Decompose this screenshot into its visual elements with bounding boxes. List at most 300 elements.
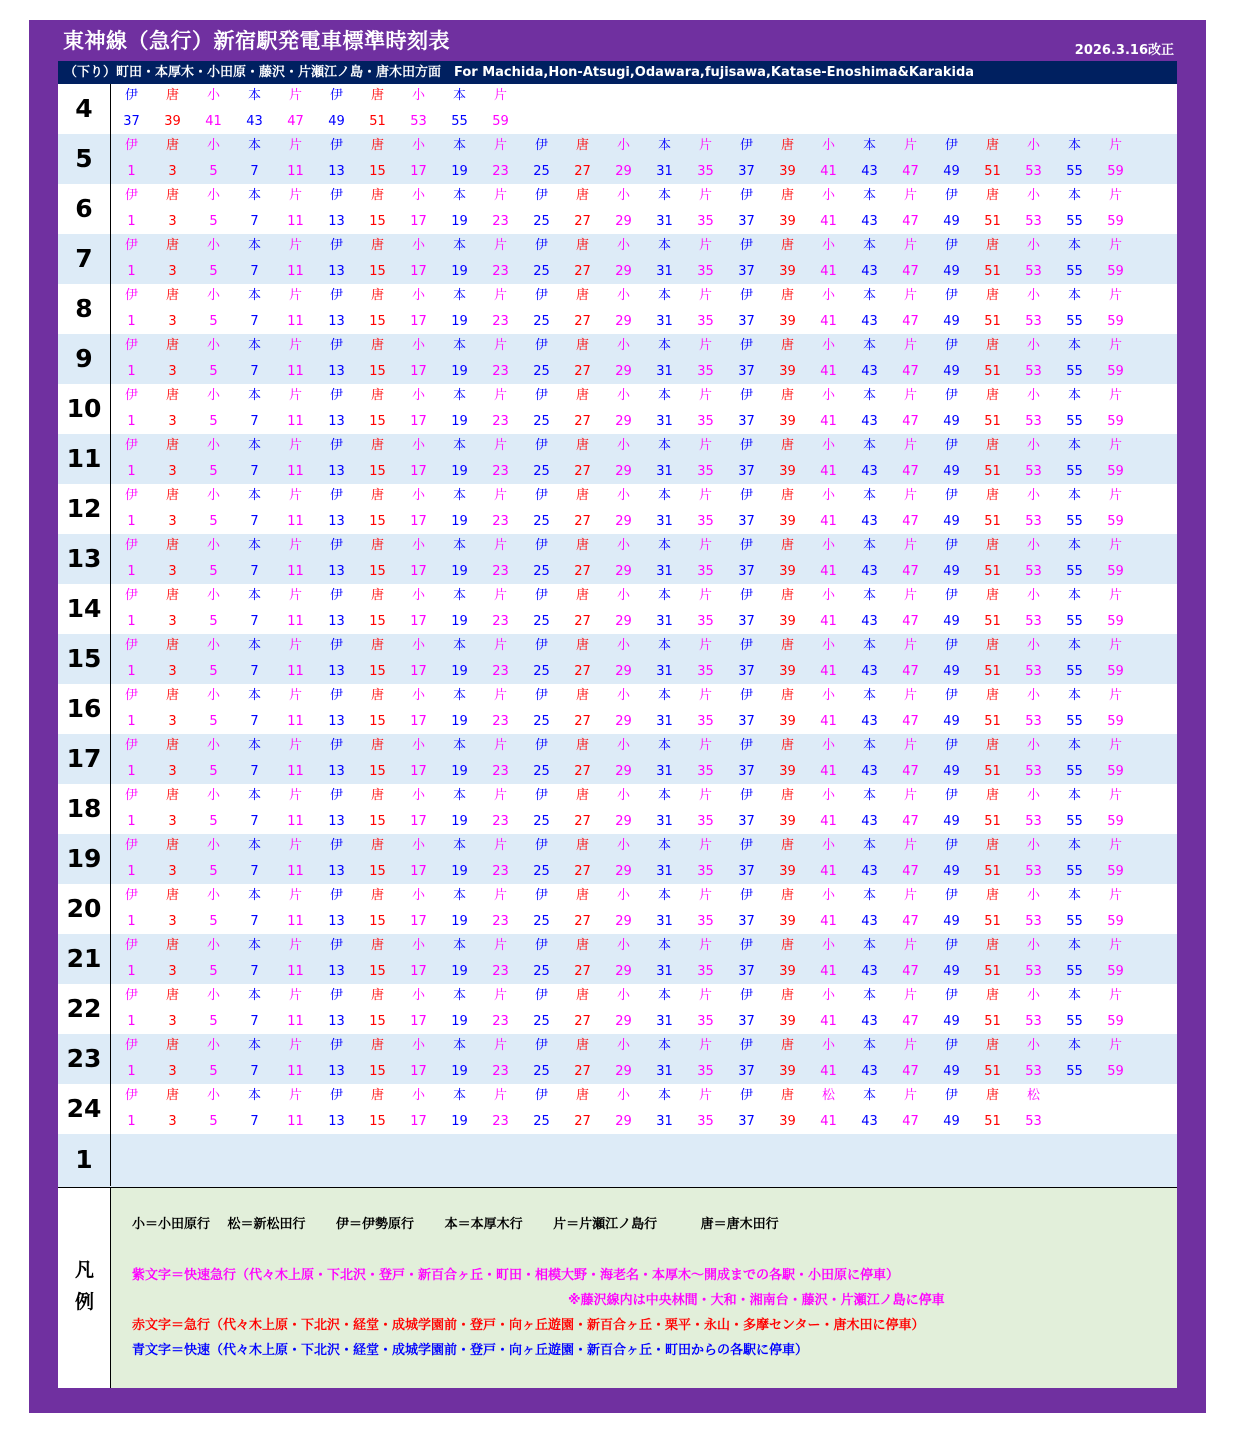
- departure-minute: 3: [168, 364, 177, 379]
- departure-minute: 37: [738, 964, 755, 979]
- departure-minute: 41: [820, 1064, 837, 1079]
- departure-minute: 15: [369, 464, 386, 479]
- departure-minute: 41: [820, 364, 837, 379]
- train-destination: 伊: [944, 188, 958, 203]
- train-destination: 本: [452, 738, 466, 753]
- departure-minute: 13: [328, 564, 345, 579]
- train-destination: 伊: [329, 638, 343, 653]
- train-destination: 本: [1067, 638, 1081, 653]
- hour-row: [58, 884, 1177, 934]
- departure-minute: 7: [250, 764, 259, 779]
- departure-minute: 41: [820, 864, 837, 879]
- train-destination: 本: [452, 838, 466, 853]
- departure-minute: 53: [410, 114, 427, 129]
- departure-minute: 7: [250, 364, 259, 379]
- departure-minute: 59: [1107, 164, 1124, 179]
- direction-text: （下り）町田・本厚木・小田原・藤沢・片瀬江ノ島・唐木田方面 For Machida,Hon-Atsugi,Odawara,fujisawa,Katase-Enoshima&Karakida: [64, 65, 975, 80]
- train-destination: 片: [698, 638, 712, 653]
- train-destination: 伊: [739, 438, 753, 453]
- departure-minute: 3: [168, 314, 177, 329]
- departure-minute: 3: [168, 1114, 177, 1129]
- train-destination: 片: [698, 238, 712, 253]
- departure-minute: 29: [615, 514, 632, 529]
- train-destination: 伊: [534, 988, 548, 1003]
- train-destination: 唐: [780, 188, 794, 203]
- train-destination: 片: [1108, 1038, 1122, 1053]
- train-destination: 本: [862, 638, 876, 653]
- train-destination: 本: [862, 788, 876, 803]
- hour-row: [58, 784, 1177, 834]
- departure-minute: 15: [369, 314, 386, 329]
- departure-minute: 27: [574, 1114, 591, 1129]
- train-destination: 片: [903, 588, 917, 603]
- departure-minute: 29: [615, 814, 632, 829]
- departure-minute: 13: [328, 414, 345, 429]
- train-destination: 片: [288, 988, 302, 1003]
- departure-minute: 13: [328, 864, 345, 879]
- departure-minute: 49: [943, 864, 960, 879]
- train-destination: 小: [411, 688, 425, 703]
- departure-minute: 23: [492, 614, 509, 629]
- hour-cell: 22: [58, 984, 111, 1034]
- departure-minute: 11: [287, 264, 304, 279]
- departure-minute: 5: [209, 964, 218, 979]
- departure-minute: 7: [250, 1114, 259, 1129]
- train-destination: 伊: [329, 1038, 343, 1053]
- train-destination: 唐: [575, 738, 589, 753]
- train-destination: 伊: [329, 488, 343, 503]
- train-destination: 片: [288, 738, 302, 753]
- train-destination: 小: [616, 388, 630, 403]
- departure-minute: 59: [492, 114, 509, 129]
- departure-minute: 5: [209, 1064, 218, 1079]
- train-destination: 小: [411, 1038, 425, 1053]
- departure-minute: 1: [127, 1114, 136, 1129]
- train-destination: 伊: [739, 988, 753, 1003]
- departure-minute: 19: [451, 314, 468, 329]
- train-destination: 片: [698, 138, 712, 153]
- departure-minute: 35: [697, 164, 714, 179]
- departure-minute: 29: [615, 614, 632, 629]
- train-destination: 片: [903, 438, 917, 453]
- train-destination: 伊: [534, 838, 548, 853]
- departure-minute: 41: [820, 514, 837, 529]
- train-destination: 唐: [575, 1088, 589, 1103]
- departure-minute: 35: [697, 364, 714, 379]
- departure-minute: 25: [533, 564, 550, 579]
- departure-minute: 15: [369, 1014, 386, 1029]
- hour-row: [58, 934, 1177, 984]
- train-destination: 小: [1026, 1038, 1040, 1053]
- departure-minute: 23: [492, 314, 509, 329]
- departure-minute: 31: [656, 564, 673, 579]
- train-destination: 小: [616, 138, 630, 153]
- train-destination: 伊: [534, 338, 548, 353]
- departure-minute: 53: [1025, 414, 1042, 429]
- departure-minute: 15: [369, 164, 386, 179]
- train-destination: 唐: [985, 538, 999, 553]
- departure-minute: 35: [697, 464, 714, 479]
- train-destination: 本: [1067, 938, 1081, 953]
- train-destination: 本: [657, 688, 671, 703]
- train-destination: 唐: [165, 238, 179, 253]
- departure-minute: 13: [328, 914, 345, 929]
- train-destination: 唐: [575, 238, 589, 253]
- hour-cell: 5: [58, 134, 111, 184]
- departure-minute: 23: [492, 764, 509, 779]
- train-destination: 本: [862, 888, 876, 903]
- train-destination: 伊: [739, 138, 753, 153]
- departure-minute: 43: [861, 614, 878, 629]
- departure-minute: 3: [168, 1014, 177, 1029]
- departure-minute: 51: [984, 664, 1001, 679]
- departure-minute: 5: [209, 914, 218, 929]
- train-destination: 小: [411, 788, 425, 803]
- train-destination: 伊: [739, 488, 753, 503]
- departure-minute: 49: [943, 314, 960, 329]
- train-destination: 伊: [944, 338, 958, 353]
- train-destination: 小: [616, 338, 630, 353]
- departure-minute: 1: [127, 814, 136, 829]
- train-destination: 伊: [329, 188, 343, 203]
- departure-minute: 39: [779, 614, 796, 629]
- train-destination: 唐: [165, 688, 179, 703]
- train-destination: 伊: [739, 238, 753, 253]
- train-destination: 小: [411, 488, 425, 503]
- train-destination: 本: [862, 188, 876, 203]
- train-destination: 本: [247, 388, 261, 403]
- departure-minute: 25: [533, 514, 550, 529]
- train-destination: 伊: [329, 338, 343, 353]
- departure-minute: 35: [697, 664, 714, 679]
- departure-minute: 3: [168, 464, 177, 479]
- departure-minute: 37: [738, 264, 755, 279]
- departure-minute: 41: [820, 614, 837, 629]
- train-destination: 唐: [985, 988, 999, 1003]
- departure-minute: 55: [1066, 714, 1083, 729]
- train-destination: 伊: [739, 638, 753, 653]
- departure-minute: 49: [943, 164, 960, 179]
- train-destination: 本: [862, 338, 876, 353]
- departure-minute: 51: [984, 464, 1001, 479]
- train-destination: 本: [862, 1038, 876, 1053]
- train-destination: 唐: [985, 1088, 999, 1103]
- train-destination: 唐: [985, 738, 999, 753]
- departure-minute: 47: [902, 714, 919, 729]
- train-destination: 本: [862, 688, 876, 703]
- train-destination: 本: [247, 188, 261, 203]
- departure-minute: 37: [738, 164, 755, 179]
- train-destination: 本: [657, 288, 671, 303]
- train-destination: 片: [903, 988, 917, 1003]
- train-destination: 本: [1067, 838, 1081, 853]
- departure-minute: 3: [168, 1064, 177, 1079]
- departure-minute: 27: [574, 264, 591, 279]
- departure-minute: 19: [451, 214, 468, 229]
- departure-minute: 35: [697, 964, 714, 979]
- departure-minute: 55: [1066, 514, 1083, 529]
- hour-cell: 23: [58, 1034, 111, 1084]
- train-destination: 伊: [534, 238, 548, 253]
- hour-row: [58, 584, 1177, 634]
- departure-minute: 1: [127, 164, 136, 179]
- departure-minute: 15: [369, 714, 386, 729]
- train-destination: 唐: [165, 438, 179, 453]
- departure-minute: 29: [615, 714, 632, 729]
- train-destination: 伊: [944, 1088, 958, 1103]
- departure-minute: 27: [574, 664, 591, 679]
- train-destination: 小: [206, 388, 220, 403]
- train-destination: 唐: [370, 1088, 384, 1103]
- train-destination: 本: [657, 638, 671, 653]
- train-destination: 本: [862, 288, 876, 303]
- train-destination: 唐: [780, 1038, 794, 1053]
- train-destination: 小: [411, 138, 425, 153]
- train-destination: 伊: [944, 738, 958, 753]
- departure-minute: 27: [574, 764, 591, 779]
- legend-destinations: 小＝小田原行 松＝新松田行 伊＝伊勢原行 本＝本厚木行 片＝片瀬江ノ島行 唐＝唐木田行: [132, 1217, 779, 1232]
- train-destination: 本: [862, 1088, 876, 1103]
- train-destination: 本: [452, 988, 466, 1003]
- departure-minute: 55: [1066, 1064, 1083, 1079]
- departure-minute: 27: [574, 1014, 591, 1029]
- departure-minute: 49: [943, 664, 960, 679]
- departure-minute: 29: [615, 864, 632, 879]
- train-destination: 伊: [124, 288, 138, 303]
- train-destination: 本: [452, 188, 466, 203]
- train-destination: 唐: [165, 988, 179, 1003]
- train-destination: 伊: [534, 638, 548, 653]
- train-destination: 本: [247, 738, 261, 753]
- departure-minute: 55: [1066, 464, 1083, 479]
- train-destination: 片: [698, 288, 712, 303]
- departure-minute: 41: [820, 414, 837, 429]
- train-destination: 片: [493, 138, 507, 153]
- train-destination: 片: [698, 788, 712, 803]
- departure-minute: 5: [209, 464, 218, 479]
- train-destination: 唐: [985, 388, 999, 403]
- departure-minute: 19: [451, 864, 468, 879]
- train-destination: 小: [616, 988, 630, 1003]
- train-destination: 片: [903, 238, 917, 253]
- departure-minute: 37: [738, 614, 755, 629]
- departure-minute: 19: [451, 964, 468, 979]
- departure-minute: 43: [861, 414, 878, 429]
- train-destination: 伊: [124, 838, 138, 853]
- train-destination: 伊: [739, 838, 753, 853]
- train-destination: 伊: [329, 138, 343, 153]
- departure-minute: 59: [1107, 914, 1124, 929]
- departure-minute: 53: [1025, 564, 1042, 579]
- departure-minute: 39: [779, 764, 796, 779]
- departure-minute: 29: [615, 364, 632, 379]
- departure-minute: 17: [410, 664, 427, 679]
- departure-minute: 17: [410, 364, 427, 379]
- departure-minute: 35: [697, 614, 714, 629]
- train-destination: 片: [903, 938, 917, 953]
- train-destination: 伊: [739, 338, 753, 353]
- departure-minute: 7: [250, 464, 259, 479]
- train-destination: 唐: [165, 388, 179, 403]
- departure-minute: 25: [533, 714, 550, 729]
- train-destination: 伊: [739, 388, 753, 403]
- hour-row: [58, 234, 1177, 284]
- departure-minute: 47: [902, 1114, 919, 1129]
- departure-minute: 25: [533, 614, 550, 629]
- train-destination: 唐: [985, 188, 999, 203]
- departure-minute: 51: [984, 214, 1001, 229]
- train-destination: 小: [616, 188, 630, 203]
- train-destination: 唐: [985, 588, 999, 603]
- departure-minute: 5: [209, 414, 218, 429]
- departure-minute: 59: [1107, 814, 1124, 829]
- train-destination: 伊: [534, 388, 548, 403]
- train-destination: 小: [616, 438, 630, 453]
- train-destination: 伊: [124, 888, 138, 903]
- departure-minute: 17: [410, 164, 427, 179]
- departure-minute: 39: [779, 264, 796, 279]
- train-destination: 本: [452, 238, 466, 253]
- train-destination: 唐: [370, 488, 384, 503]
- train-destination: 唐: [165, 838, 179, 853]
- train-destination: 伊: [534, 188, 548, 203]
- legend-express: 赤文字＝急行（代々木上原・下北沢・経堂・成城学園前・登戸・向ヶ丘遊園・新百合ヶ丘・栗平・永山・多摩センター・唐木田に停車）: [132, 1318, 925, 1333]
- departure-minute: 19: [451, 1114, 468, 1129]
- train-destination: 唐: [370, 938, 384, 953]
- departure-minute: 17: [410, 1014, 427, 1029]
- departure-minute: 11: [287, 1014, 304, 1029]
- departure-minute: 39: [779, 664, 796, 679]
- departure-minute: 7: [250, 1064, 259, 1079]
- train-destination: 伊: [329, 888, 343, 903]
- train-destination: 小: [411, 388, 425, 403]
- train-destination: 唐: [575, 338, 589, 353]
- legend-label-bottom: 例: [74, 1291, 94, 1313]
- departure-minute: 13: [328, 1064, 345, 1079]
- train-destination: 伊: [124, 588, 138, 603]
- train-destination: 唐: [780, 988, 794, 1003]
- train-destination: 唐: [575, 988, 589, 1003]
- departure-minute: 51: [984, 614, 1001, 629]
- departure-minute: 39: [779, 414, 796, 429]
- train-destination: 伊: [124, 88, 138, 103]
- train-destination: 本: [862, 488, 876, 503]
- train-destination: 小: [206, 1038, 220, 1053]
- train-destination: 伊: [944, 988, 958, 1003]
- departure-minute: 41: [820, 814, 837, 829]
- departure-minute: 15: [369, 514, 386, 529]
- train-destination: 本: [452, 588, 466, 603]
- departure-minute: 15: [369, 414, 386, 429]
- departure-minute: 51: [984, 164, 1001, 179]
- hour-cell: 21: [58, 934, 111, 984]
- train-destination: 伊: [944, 538, 958, 553]
- train-destination: 片: [493, 388, 507, 403]
- train-destination: 唐: [370, 688, 384, 703]
- departure-minute: 53: [1025, 1064, 1042, 1079]
- departure-minute: 17: [410, 314, 427, 329]
- departure-minute: 3: [168, 664, 177, 679]
- train-destination: 本: [1067, 588, 1081, 603]
- departure-minute: 11: [287, 1114, 304, 1129]
- train-destination: 唐: [575, 388, 589, 403]
- train-destination: 伊: [944, 938, 958, 953]
- train-destination: 伊: [534, 738, 548, 753]
- departure-minute: 55: [451, 114, 468, 129]
- train-destination: 伊: [124, 438, 138, 453]
- train-destination: 伊: [739, 788, 753, 803]
- departure-minute: 3: [168, 764, 177, 779]
- train-destination: 小: [1026, 788, 1040, 803]
- train-destination: 本: [862, 988, 876, 1003]
- train-destination: 片: [288, 638, 302, 653]
- train-destination: 伊: [329, 688, 343, 703]
- hour-cell: 1: [58, 1134, 111, 1186]
- hour-row: [58, 534, 1177, 584]
- train-destination: 小: [821, 888, 835, 903]
- departure-minute: 47: [902, 964, 919, 979]
- train-destination: 唐: [370, 888, 384, 903]
- departure-minute: 3: [168, 914, 177, 929]
- train-destination: 本: [452, 888, 466, 903]
- departure-minute: 23: [492, 414, 509, 429]
- departure-minute: 11: [287, 364, 304, 379]
- train-destination: 伊: [944, 888, 958, 903]
- departure-minute: 51: [369, 114, 386, 129]
- departure-minute: 35: [697, 414, 714, 429]
- departure-minute: 53: [1025, 914, 1042, 929]
- train-destination: 伊: [124, 188, 138, 203]
- departure-minute: 47: [902, 764, 919, 779]
- train-destination: 片: [288, 588, 302, 603]
- train-destination: 小: [821, 288, 835, 303]
- departure-minute: 41: [820, 1114, 837, 1129]
- train-destination: 片: [493, 438, 507, 453]
- departure-minute: 47: [902, 364, 919, 379]
- train-destination: 片: [903, 888, 917, 903]
- departure-minute: 1: [127, 614, 136, 629]
- train-destination: 唐: [370, 388, 384, 403]
- hour-cell: 4: [58, 84, 111, 134]
- departure-minute: 59: [1107, 614, 1124, 629]
- departure-minute: 43: [861, 1064, 878, 1079]
- train-destination: 伊: [739, 188, 753, 203]
- departure-minute: 31: [656, 914, 673, 929]
- hour-row: [58, 634, 1177, 684]
- train-destination: 本: [1067, 488, 1081, 503]
- train-destination: 小: [616, 538, 630, 553]
- train-destination: 片: [903, 1088, 917, 1103]
- train-destination: 片: [1108, 488, 1122, 503]
- departure-minute: 23: [492, 964, 509, 979]
- departure-minute: 55: [1066, 664, 1083, 679]
- departure-minute: 25: [533, 314, 550, 329]
- departure-minute: 53: [1025, 514, 1042, 529]
- train-destination: 片: [1108, 138, 1122, 153]
- departure-minute: 7: [250, 714, 259, 729]
- hour-cell: 24: [58, 1084, 111, 1134]
- departure-minute: 47: [902, 814, 919, 829]
- departure-minute: 47: [902, 264, 919, 279]
- train-destination: 本: [657, 888, 671, 903]
- train-destination: 本: [452, 788, 466, 803]
- train-destination: 小: [821, 338, 835, 353]
- departure-minute: 23: [492, 864, 509, 879]
- train-destination: 唐: [370, 588, 384, 603]
- departure-minute: 19: [451, 1014, 468, 1029]
- hour-cell: 14: [58, 584, 111, 634]
- hour-row: [58, 1084, 1177, 1134]
